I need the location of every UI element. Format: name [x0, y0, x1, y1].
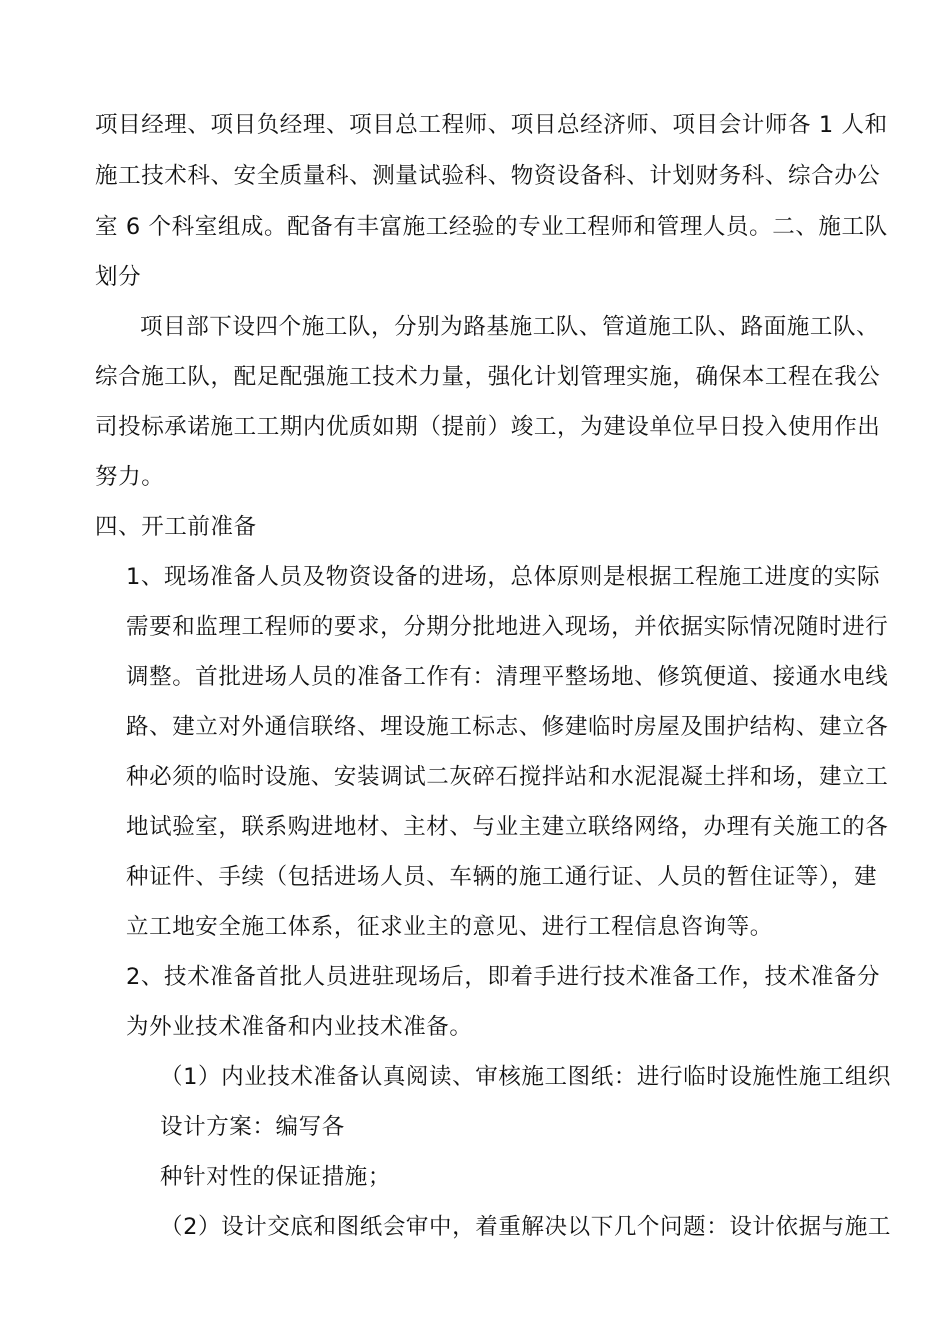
text-line: 种证件、手续（包括进场人员、车辆的施工通行证、人员的暂住证等），建: [126, 864, 878, 890]
text-line: 路、建立对外通信联络、埋设施工标志、修建临时房屋及围护结构、建立各: [126, 714, 889, 740]
text-line: （1）内业技术准备认真阅读、审核施工图纸：进行临时设施性施工组织: [160, 1064, 892, 1090]
text-line: 调整。首批进场人员的准备工作有：清理平整场地、修筑便道、接通水电线: [126, 664, 889, 690]
text-line: 司投标承诺施工工期内优质如期（提前）竣工，为建设单位早日投入使用作出: [95, 414, 881, 440]
text-line: 种针对性的保证措施；: [160, 1164, 392, 1190]
text-line: （2）设计交底和图纸会审中，着重解决以下几个问题：设计依据与施工: [160, 1214, 892, 1240]
text-line: 施工技术科、安全质量科、测量试验科、物资设备科、计划财务科、综合办公: [95, 163, 881, 189]
text-line: 项目部下设四个施工队，分别为路基施工队、管道施工队、路面施工队、: [140, 314, 880, 340]
text-line: 立工地安全施工体系，征求业主的意见、进行工程信息咨询等。: [126, 914, 773, 940]
text-line: 综合施工队，配足配强施工技术力量，强化计划管理实施，确保本工程在我公: [95, 364, 881, 390]
text-line: 种必须的临时设施、安装调试二灰碎石搅拌站和水泥混凝土拌和场，建立工: [126, 764, 889, 790]
text-line: 项目经理、项目负经理、项目总工程师、项目总经济师、项目会计师各 1 人和: [95, 112, 888, 138]
text-line: 设计方案：编写各: [160, 1114, 345, 1140]
text-line: 为外业技术准备和内业技术准备。: [126, 1014, 473, 1040]
text-line: 1、现场准备人员及物资设备的进场，总体原则是根据工程施工进度的实际: [126, 564, 881, 590]
text-line: 2、技术准备首批人员进驻现场后，即着手进行技术准备工作，技术准备分: [126, 964, 881, 990]
text-line: 地试验室，联系购进地材、主材、与业主建立联络网络，办理有关施工的各: [126, 814, 889, 840]
text-line: 划分: [95, 264, 142, 290]
section-heading: 四、开工前准备: [95, 514, 257, 540]
text-line: 努力。: [95, 464, 165, 490]
text-line: 需要和监理工程师的要求，分期分批地进入现场，并依据实际情况随时进行: [126, 614, 889, 640]
text-line: 室 6 个科室组成。配备有丰富施工经验的专业工程师和管理人员。二、施工队: [95, 214, 888, 240]
